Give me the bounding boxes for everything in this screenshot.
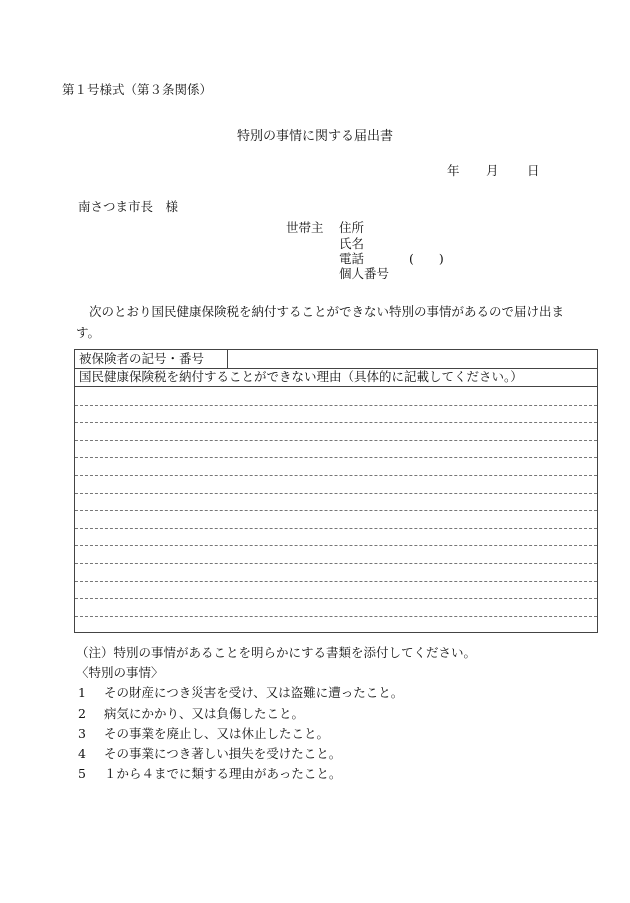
form-number: 第１号様式（第３条関係）	[62, 82, 213, 97]
special-item-text: その事業につき著しい損失を受けたこと。	[104, 746, 342, 761]
attachment-note: （注）特別の事情があることを明らかにする書類を添付してください。	[76, 645, 477, 660]
reason-writing-line	[75, 475, 597, 476]
special-item	[78, 726, 329, 742]
insured-number-field[interactable]	[228, 350, 597, 368]
special-item-text: その事業を廃止し、又は休止したこと。	[104, 726, 330, 741]
special-circumstances-heading: 〈特別の事情〉	[76, 665, 164, 680]
special-item	[78, 746, 341, 762]
reason-writing-line	[75, 528, 597, 529]
special-item-number: 4	[78, 746, 86, 761]
special-item-text: その財産につき災害を受け、又は盗難に遭ったこと。	[104, 685, 404, 700]
householder-mynumber-label: 個人番号	[339, 266, 390, 281]
special-item-number: 5	[78, 766, 86, 781]
insured-number-label: 被保険者の記号・番号	[75, 350, 228, 368]
reason-header-row	[75, 368, 597, 387]
date-year-label: 年	[447, 163, 460, 178]
statement-text: 次のとおり国民健康保険税を納付することができない特別の事情があるので届け出ます。	[76, 304, 565, 340]
special-item-number: 2	[78, 706, 86, 721]
special-item-number: 3	[78, 726, 86, 741]
reason-writing-line	[75, 616, 597, 617]
date-month-label: 月	[486, 163, 499, 178]
special-item	[78, 685, 403, 701]
reason-writing-line	[75, 422, 597, 423]
reason-writing-area[interactable]	[75, 387, 597, 632]
householder-phone-paren: ( )	[409, 251, 444, 266]
householder-label: 世帯主	[286, 220, 324, 235]
reason-writing-line	[75, 440, 597, 441]
insured-number-row	[75, 350, 597, 369]
document-title: 特別の事情に関する届出書	[236, 129, 393, 144]
reason-writing-line	[75, 405, 597, 406]
reason-writing-line	[75, 545, 597, 546]
reason-writing-line	[75, 510, 597, 511]
householder-phone-label: 電話	[339, 251, 365, 266]
reason-writing-line	[75, 493, 597, 494]
special-item-text: １から４までに類する理由があったこと。	[104, 766, 342, 781]
date-day-label: 日	[527, 163, 540, 178]
addressee: 南さつま市長 様	[78, 199, 179, 214]
special-item-text: 病気にかかり、又は負傷したこと。	[104, 706, 305, 721]
reason-writing-line	[75, 598, 597, 599]
reason-label: 国民健康保険税を納付することができない理由（具体的に記載してください。）	[79, 369, 523, 384]
special-item-number: 1	[78, 685, 86, 700]
householder-address-label: 住所	[339, 220, 365, 235]
reason-writing-line	[75, 563, 597, 564]
special-item	[78, 766, 341, 782]
special-item	[78, 706, 304, 722]
reason-form-table	[74, 349, 598, 633]
householder-name-label: 氏名	[339, 236, 365, 251]
reason-writing-line	[75, 457, 597, 458]
reason-writing-line	[75, 581, 597, 582]
